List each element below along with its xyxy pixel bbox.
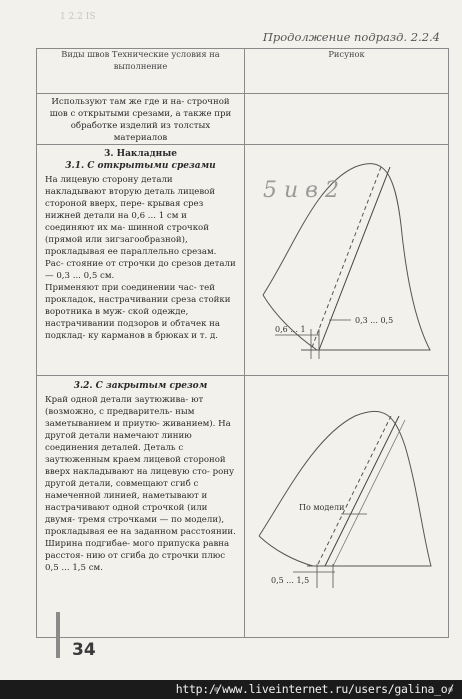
intro-text: Используют там же где и на- строчной шов с открытыми срезами, а также при обработке изделий из толстых материалов bbox=[49, 97, 232, 143]
footer-bar bbox=[56, 612, 60, 658]
running-head: Продолжение подразд. 2.2.4 bbox=[262, 30, 440, 44]
watermark-strip bbox=[0, 680, 462, 699]
page-number: 34 bbox=[72, 640, 96, 660]
dim-hem-label: 0,5 ... 1,5 bbox=[271, 576, 310, 585]
section-title: 3. Накладные bbox=[104, 149, 177, 159]
fold-edge-line bbox=[325, 416, 399, 566]
figure-cell-3-2 bbox=[245, 376, 449, 638]
figure-cell-3-1 bbox=[245, 145, 449, 376]
intro-cell bbox=[37, 94, 245, 145]
paragraph-3-1-method: На лицевую сторону детали накладывают вторую деталь лицевой стороной вверх, пере- крывая срез нижней детали на 0,6 ... 1 см и соединяют их ма- шинной строчкой (прямой или зигзагообразной), прокладывая ее параллельно срезам. Рас- стояние от строчки до срезов детали — 0,3 ... 0,5 см. bbox=[45, 175, 236, 281]
description-cell-3-2 bbox=[37, 376, 245, 638]
seam-table bbox=[36, 48, 449, 638]
description-cell-3-1 bbox=[37, 145, 245, 376]
dim-stitch-label: 0,3 ... 0,5 bbox=[355, 316, 394, 325]
dim-overlap-label: 0,6 ... 1 bbox=[275, 325, 306, 334]
subsection-title-3-2: 3.2. С закрытым срезом bbox=[73, 381, 208, 391]
seam-figure-open bbox=[245, 145, 449, 375]
table-header-row bbox=[37, 49, 449, 94]
watermark-url[interactable]: http://www.liveinternet.ru/users/galina_o/ bbox=[175, 682, 454, 696]
intro-figure-cell bbox=[245, 94, 449, 145]
paragraph-3-1-usage: Применяют при соединении час- тей прокладок, настрачивании среза стойки воротника в муж- ской одежде, настрачивании подзоров и обтачек на подклад- ку карманов в брюках и т. д. bbox=[45, 283, 231, 341]
lower-piece-edge bbox=[263, 295, 317, 350]
lower-piece-edge bbox=[259, 536, 313, 566]
stitch-line bbox=[317, 416, 391, 566]
header-col-description: Виды швов Технические условия на выполнение bbox=[37, 49, 245, 94]
corner-mark: 1 2.2 IS bbox=[60, 12, 96, 22]
overlay-seam-open-row bbox=[37, 145, 449, 376]
label-model: По модели bbox=[299, 503, 345, 512]
subsection-title-3-1: 3.1. С открытыми срезами bbox=[65, 161, 216, 171]
seam-figure-closed bbox=[245, 376, 449, 606]
intro-row bbox=[37, 94, 449, 145]
paragraph-3-2-method: Край одной детали заутюжива- ют (возможно, с предваритель- ным заметыванием и приутю- живанием). На другой детали намечают линию соединения деталей. Деталь с заутюженным краем лицевой стороной вверх накладывают на лицевую сто- рону другой детали, совмещают сгиб с намеченной линией, наметывают и настрачивают одной строчкой (или двумя- тремя строчками — по модели), прокладывая ее на заданном расстоянии. Ширина подгибае- мого припуска равна расстоя- нию от сгиба до строчки плюс 0,5 ... 1,5 см. bbox=[45, 395, 236, 573]
header-col-figure: Рисунок bbox=[245, 49, 449, 94]
overlay-seam-closed-row bbox=[37, 376, 449, 638]
underturn-line bbox=[333, 420, 405, 566]
fabric-piece-outline bbox=[259, 411, 431, 566]
handwriting-note: 5 и в 2 bbox=[263, 178, 339, 203]
